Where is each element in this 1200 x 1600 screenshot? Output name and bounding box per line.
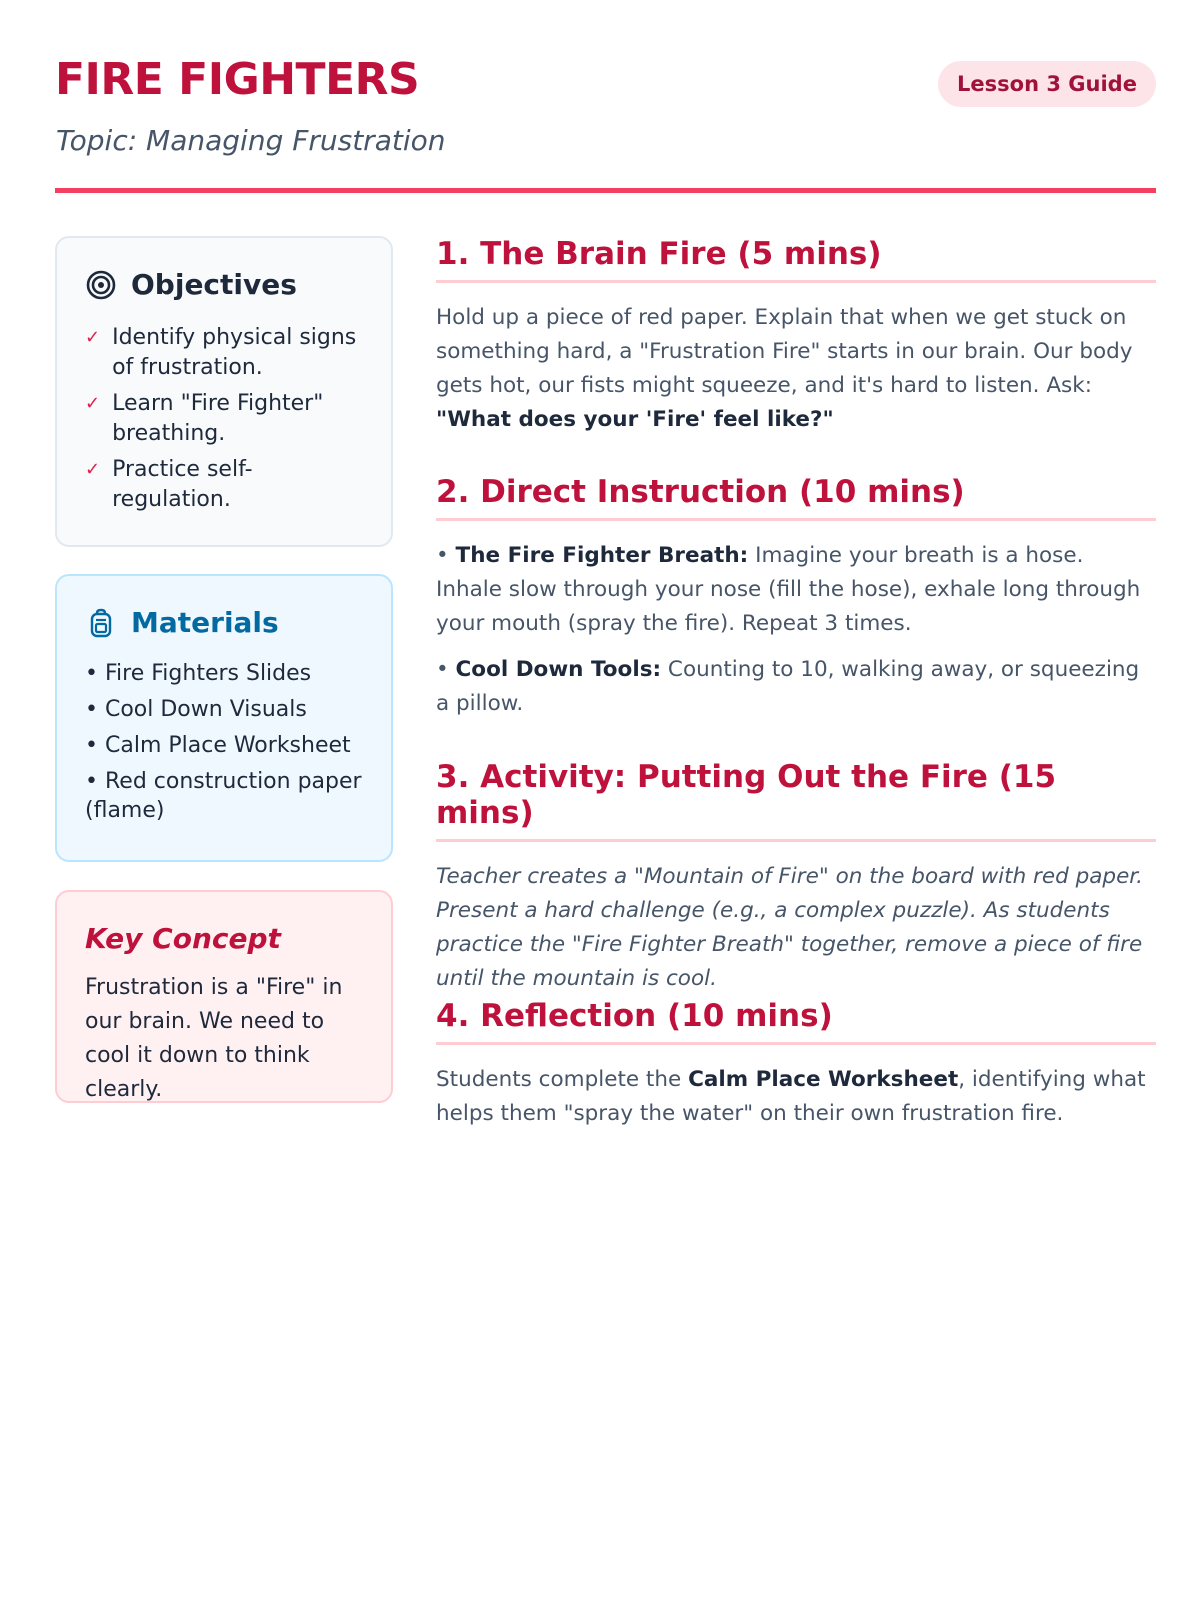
material-text: Calm Place Worksheet <box>104 733 351 758</box>
section-activity <box>436 759 1156 996</box>
page-title: FIRE FIGHTERS <box>55 54 420 105</box>
bullet-label: The Fire Fighter Breath: <box>455 543 749 568</box>
objectives-list <box>85 323 363 515</box>
key-concept-card <box>55 890 393 1103</box>
objective-text: Learn "Fire Fighter" breathing. <box>112 391 324 446</box>
section-brain-fire <box>436 236 1156 437</box>
section-heading: 4. Reflection (10 mins) <box>436 998 1156 1045</box>
list-item <box>85 455 363 515</box>
section-body: Students complete the <box>436 1067 689 1092</box>
section-heading: 2. Direct Instruction (10 mins) <box>436 474 1156 521</box>
check-icon: ✓ <box>85 459 101 480</box>
section-text: Teacher creates a "Mountain of Fire" on the board with red paper. Present a hard challenge (e.g., a complex puzzle). As students practice the "Fire Fighter Breath" together, remove a piece of fire until the mountain is cool. <box>436 864 1143 991</box>
backpack-icon <box>85 607 117 639</box>
objectives-title: Objectives <box>131 268 297 301</box>
bullet-item: • Cool Down Tools: Counting to 10, walking away, or squeezing a pillow. <box>436 657 1140 716</box>
bullet-text: Counting to 10, walking away, or squeezing a pillow. <box>436 657 1140 716</box>
bullet-label: Cool Down Tools: <box>455 657 662 682</box>
objective-text: Practice self-regulation. <box>112 457 253 512</box>
key-concept-heading: Key Concept <box>85 922 281 955</box>
section-text <box>436 1063 1156 1131</box>
section-body: Hold up a piece of red paper. Explain that when we get stuck on something hard, a "Frustration Fire" starts in our brain. Our body gets hot, our fists might squeeze, and it's hard to listen. Ask: <box>436 305 1133 398</box>
target-icon <box>85 269 117 301</box>
materials-card <box>55 574 393 862</box>
list-item <box>85 389 363 449</box>
material-text: Red construction paper (flame) <box>85 769 362 823</box>
section-reflection <box>436 998 1156 1131</box>
header-divider <box>55 188 1156 193</box>
materials-title: Materials <box>131 606 279 639</box>
list-item: • Cool Down Visuals <box>85 697 307 722</box>
objective-text: Identify physical signs of frustration. <box>112 325 357 380</box>
objectives-card <box>55 236 393 547</box>
topic-subtitle: Topic: Managing Frustration <box>56 124 446 157</box>
check-icon: ✓ <box>85 327 101 348</box>
materials-list <box>85 659 363 825</box>
key-concept-text: Frustration is a "Fire" in our brain. We need to cool it down to think clearly. <box>85 975 343 1102</box>
section-body: , identifying what helps them "spray the water" on their own frustration fire. <box>436 1067 1146 1126</box>
section-heading: 1. The Brain Fire (5 mins) <box>436 236 1156 283</box>
material-text: Cool Down Visuals <box>104 697 307 722</box>
objectives-heading <box>85 268 363 301</box>
section-heading: 3. Activity: Putting Out the Fire (15 mins) <box>436 759 1156 842</box>
materials-heading <box>85 606 363 639</box>
lesson-badge: Lesson 3 Guide <box>938 61 1156 107</box>
worksheet-name: Calm Place Worksheet <box>688 1067 959 1092</box>
section-text <box>436 301 1156 437</box>
bullet-text: Imagine your breath is a hose. Inhale slow through your nose (fill the hose), exhale long through your mouth (spray the fire). Repeat 3 times. <box>436 543 1141 636</box>
list-item: • Calm Place Worksheet <box>85 733 351 758</box>
bullet-item: • The Fire Fighter Breath: Imagine your breath is a hose. Inhale slow through your nose (fill the hose), exhale long through your mouth (spray the fire). Repeat 3 times. <box>436 543 1141 636</box>
list-item: • Fire Fighters Slides <box>85 661 312 686</box>
section-question: "What does your 'Fire' feel like?" <box>436 407 834 432</box>
material-text: Fire Fighters Slides <box>104 661 312 686</box>
section-direct-instruction <box>436 474 1156 721</box>
list-item <box>85 323 363 383</box>
check-icon: ✓ <box>85 393 101 414</box>
list-item: • Red construction paper (flame) <box>85 769 362 823</box>
